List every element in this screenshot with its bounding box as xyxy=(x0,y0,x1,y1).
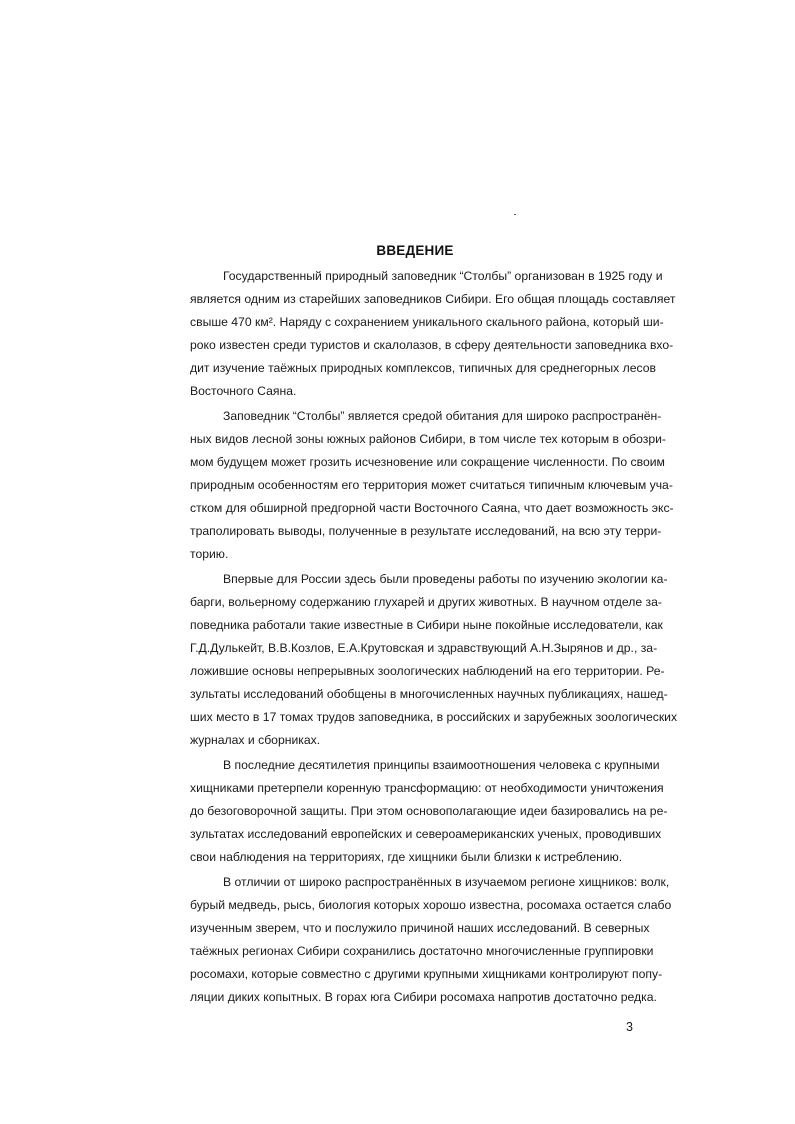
text-line: Восточного Саяна. xyxy=(190,384,297,398)
text-line: журналах и сборниках. xyxy=(190,733,321,747)
page-number: 3 xyxy=(626,1020,633,1034)
text-line: свыше 470 км². Наряду с сохранением уникального скального района, который ши- xyxy=(190,315,664,329)
text-line: Впервые для России здесь были проведены работы по изучению экологии ка- xyxy=(223,572,668,586)
text-line: дит изучение таёжных природных комплексов, типичных для среднегорных лесов xyxy=(190,361,656,375)
text-line: траполировать выводы, полученные в результате исследований, на всю эту терри- xyxy=(190,524,662,538)
text-line: ших место в 17 томах трудов заповедника, в российских и зарубежных зоологических xyxy=(190,710,678,724)
text-line: барги, вольерному содержанию глухарей и других животных. В научном отделе за- xyxy=(190,595,662,609)
text-line: зультаты исследований обобщены в многочисленных научных публикациях, нашед- xyxy=(190,687,668,701)
text-line: зультатах исследований европейских и североамериканских ученых, проводивших xyxy=(190,827,662,841)
text-line: роко известен среди туристов и скалолазов, в сферу деятельности заповедника вхо- xyxy=(190,338,674,352)
text-line: изученным зверем, что и послужило причиной наших исследований. В северных xyxy=(190,921,650,935)
text-line: хищниками претерпели коренную трансформацию: от необходимости уничтожения xyxy=(190,781,664,795)
scan-speck xyxy=(514,214,516,215)
text-line: стком для обширной предгорной части Восточного Саяна, что дает возможность экс- xyxy=(190,501,674,515)
text-line: В последние десятилетия принципы взаимоотношения человека с крупными xyxy=(223,758,660,772)
text-line: до безоговорочной защиты. При этом основополагающие идеи базировались на ре- xyxy=(190,804,668,818)
text-line: Заповедник “Столбы” является средой обитания для широко распространён- xyxy=(223,409,662,423)
section-title: ВВЕДЕНИЕ xyxy=(376,243,454,258)
text-line: Г.Д.Дулькейт, В.В.Козлов, Е.А.Крутовская и здравствующий А.Н.Зырянов и др., за- xyxy=(190,641,658,655)
text-line: является одним из старейших заповедников Сибири. Его общая площадь составляет xyxy=(190,292,676,306)
text-line: торию. xyxy=(190,547,229,561)
text-line: бурый медведь, рысь, биология которых хорошо известна, росомаха остается слабо xyxy=(190,898,672,912)
text-line: поведника работали такие известные в Сибири ныне покойные исследователи, как xyxy=(190,618,663,632)
text-line: ляции диких копытных. В горах юга Сибири росомаха напротив достаточно редка. xyxy=(190,990,657,1004)
text-line: Государственный природный заповедник “Столбы” организован в 1925 году и xyxy=(223,269,663,283)
text-line: В отличии от широко распространённых в изучаемом регионе хищников: волк, xyxy=(223,875,670,889)
text-line: природным особенностям его территория может считаться типичным ключевым уча- xyxy=(190,478,673,492)
text-line: ных видов лесной зоны южных районов Сибири, в том числе тех которым в обозри- xyxy=(190,432,666,446)
text-line: мом будущем может грозить исчезновение или сокращение численности. По своим xyxy=(190,455,665,469)
text-line: росомахи, которые совместно с другими крупными хищниками контролируют попу- xyxy=(190,967,663,981)
text-line: ложившие основы непрерывных зоологических наблюдений на его территории. Ре- xyxy=(190,664,665,678)
text-line: таёжных регионах Сибири сохранились достаточно многочисленные группировки xyxy=(190,944,654,958)
text-line: свои наблюдения на территориях, где хищники были близки к истреблению. xyxy=(190,850,623,864)
